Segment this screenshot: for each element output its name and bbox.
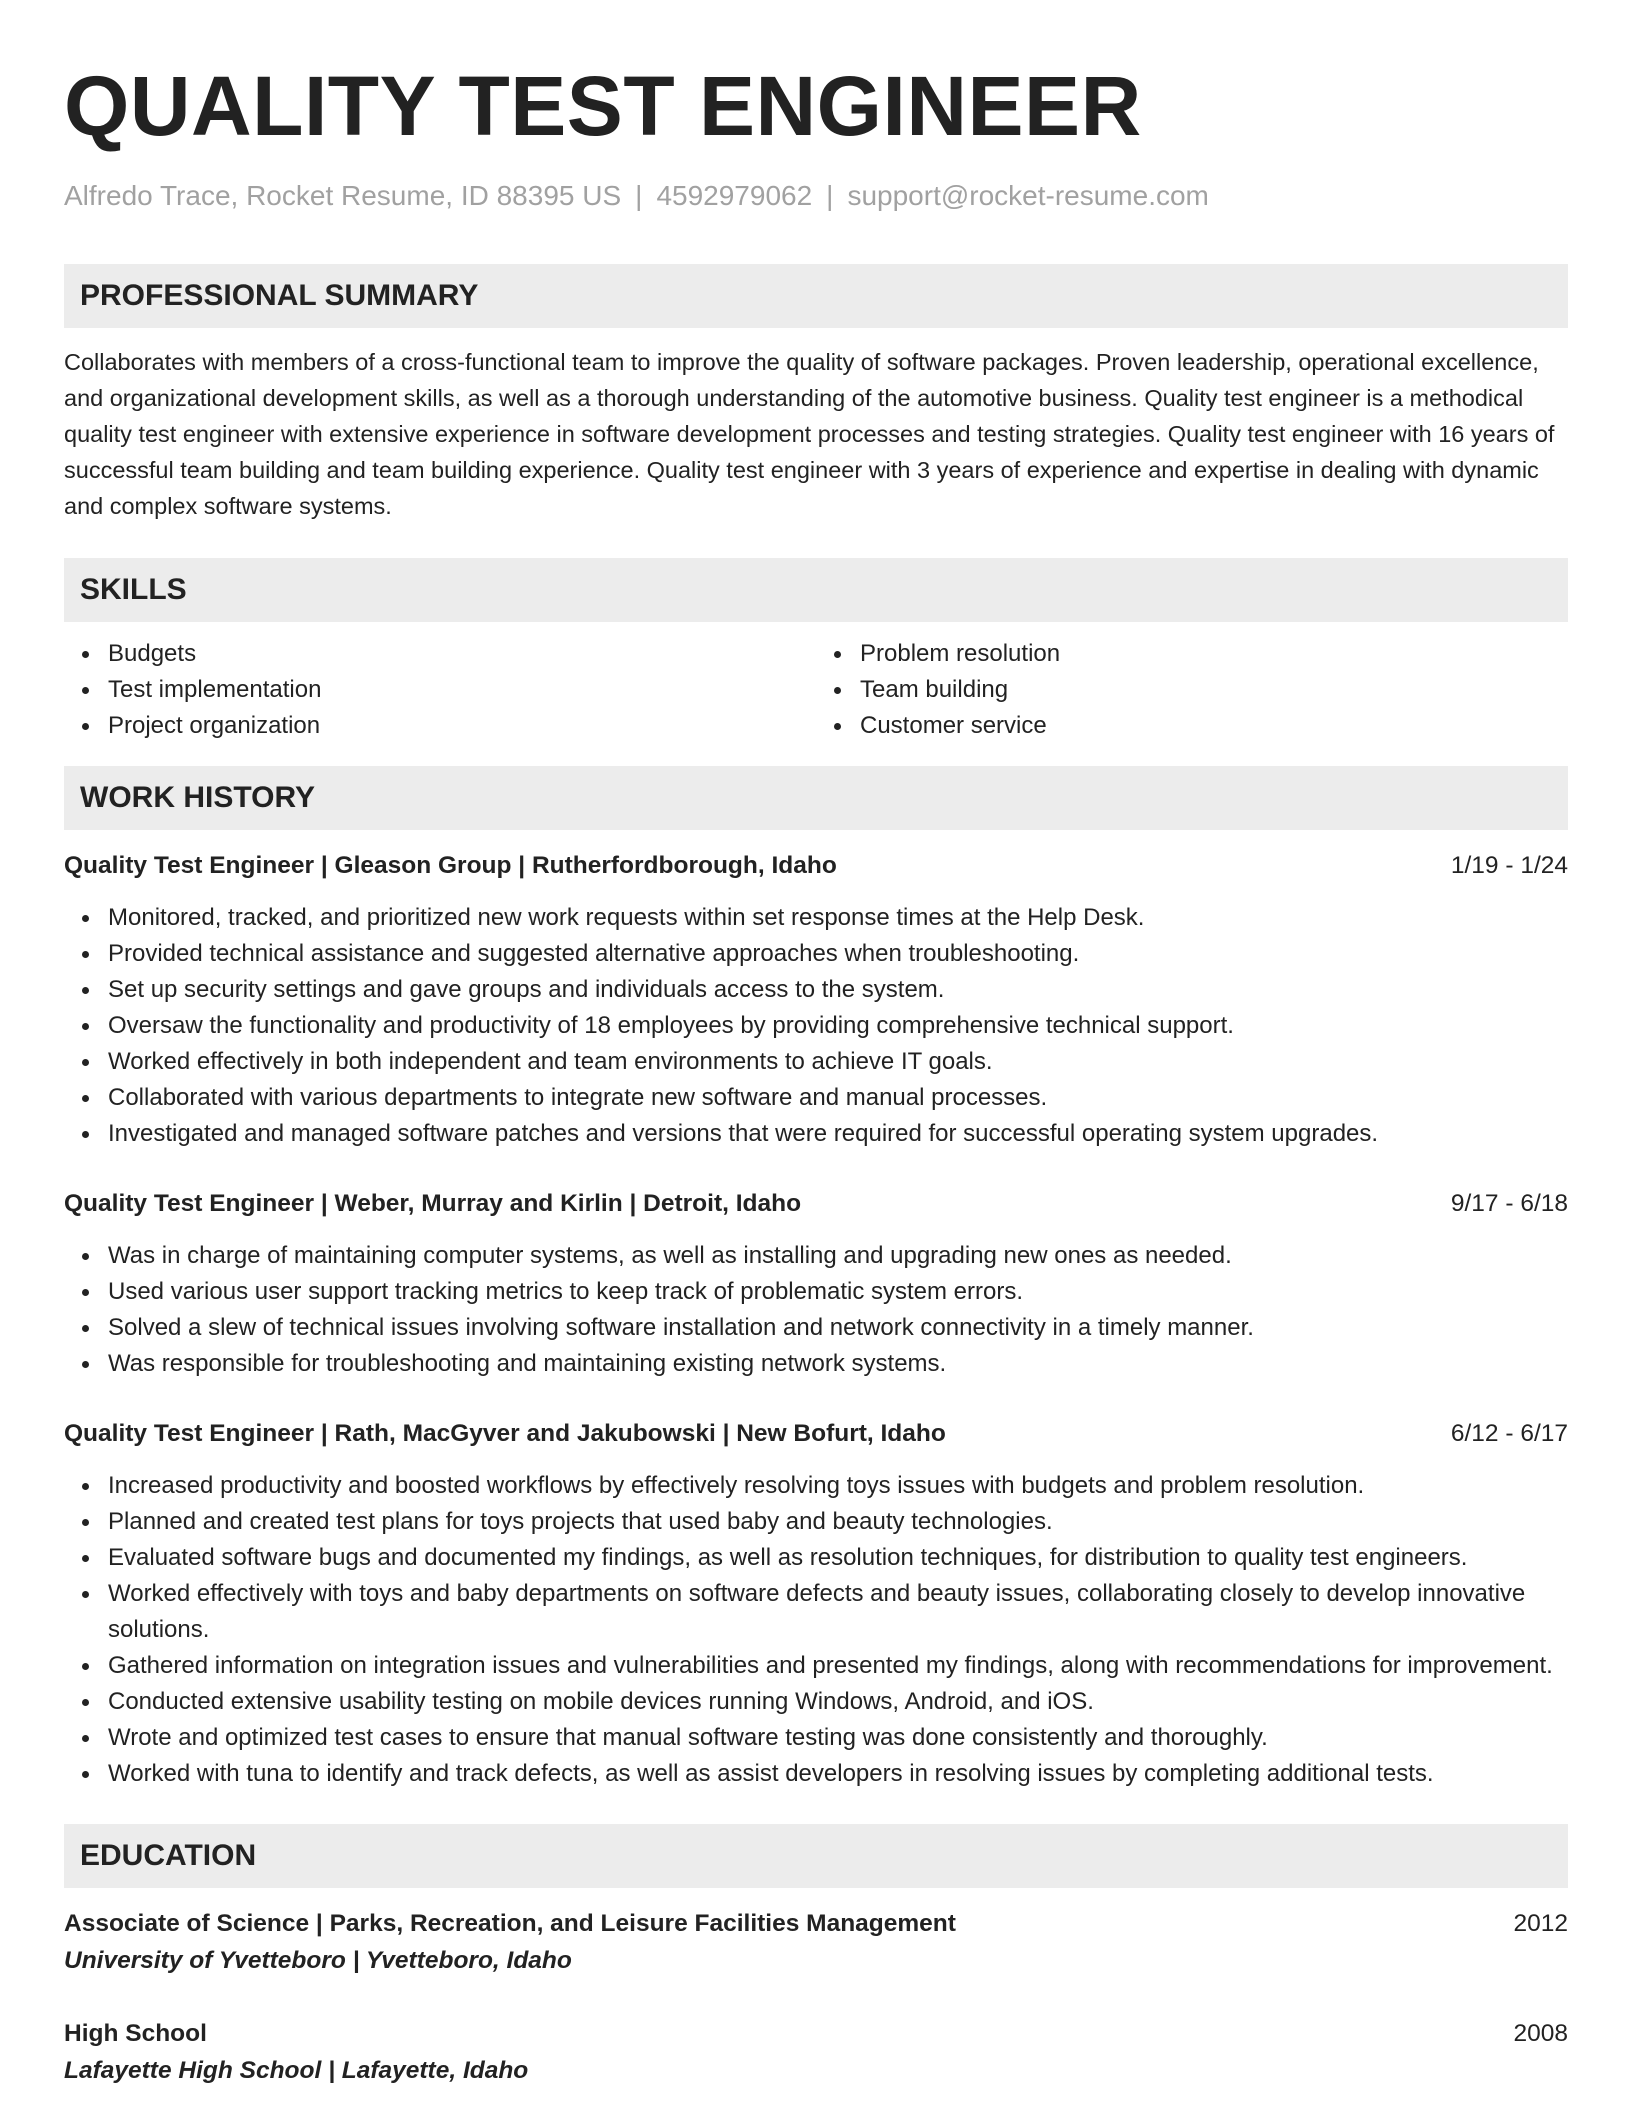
- section-heading-work-history: WORK HISTORY: [64, 766, 1568, 830]
- skills-list: [64, 636, 1568, 744]
- job-entry: [64, 848, 1568, 1152]
- job-bullet: Solved a slew of technical issues involving software installation and network connectivity in a timely manner.: [108, 1310, 1568, 1346]
- education-degree: Associate of Science | Parks, Recreation, and Leisure Facilities Management: [64, 1910, 956, 1937]
- education-year: 2012: [1513, 1910, 1568, 1937]
- job-header: [64, 1416, 1568, 1452]
- job-bullet: Evaluated software bugs and documented my findings, as well as resolution techniques, for distribution to quality test engineers.: [108, 1540, 1568, 1576]
- job-dates: 6/12 - 6/17: [1450, 1420, 1568, 1447]
- job-bullet: Planned and created test plans for toys projects that used baby and beauty technologies.: [108, 1504, 1568, 1540]
- job-bullet: Was responsible for troubleshooting and maintaining existing network systems.: [108, 1346, 1568, 1382]
- contact-separator: |: [635, 180, 643, 211]
- job-bullet: Provided technical assistance and suggested alternative approaches when troubleshooting.: [108, 936, 1568, 972]
- job-entry: [64, 1186, 1568, 1382]
- section-heading-summary: PROFESSIONAL SUMMARY: [64, 264, 1568, 328]
- education-header: [64, 1906, 1568, 1942]
- job-bullets: [64, 1468, 1568, 1792]
- skill-item: Team building: [860, 672, 1568, 708]
- education-header: [64, 2016, 1568, 2052]
- job-bullet: Oversaw the functionality and productivity of 18 employees by providing comprehensive technical support.: [108, 1008, 1568, 1044]
- job-bullet: Investigated and managed software patches and versions that were required for successful operating system upgrades.: [108, 1116, 1568, 1152]
- job-dates: 9/17 - 6/18: [1450, 1190, 1568, 1217]
- job-header: [64, 848, 1568, 884]
- job-title: Quality Test Engineer | Rath, MacGyver and Jakubowski | New Bofurt, Idaho: [64, 1420, 946, 1447]
- job-bullet: Worked with tuna to identify and track defects, as well as assist developers in resolving issues by completing additional tests.: [108, 1756, 1568, 1792]
- contact-line: [64, 178, 1568, 214]
- education-entry: [64, 2016, 1568, 2090]
- job-title: Quality Test Engineer | Gleason Group | Rutherfordborough, Idaho: [64, 852, 837, 879]
- job-bullet: Worked effectively in both independent and team environments to achieve IT goals.: [108, 1044, 1568, 1080]
- job-bullet: Conducted extensive usability testing on mobile devices running Windows, Android, and iOS.: [108, 1684, 1568, 1720]
- job-dates: 1/19 - 1/24: [1450, 852, 1568, 879]
- education-year: 2008: [1513, 2020, 1568, 2047]
- education-entry: [64, 1906, 1568, 1980]
- section-heading-skills: SKILLS: [64, 558, 1568, 622]
- job-bullet: Increased productivity and boosted workflows by effectively resolving toys issues with budgets and problem resolution.: [108, 1468, 1568, 1504]
- skills-column-right: [816, 636, 1568, 744]
- resume-title: QUALITY TEST ENGINEER: [64, 59, 1142, 153]
- skill-item: Budgets: [108, 636, 816, 672]
- contact-separator: |: [826, 180, 834, 211]
- job-entry: [64, 1416, 1568, 1792]
- job-bullet: Wrote and optimized test cases to ensure that manual software testing was done consistently and thoroughly.: [108, 1720, 1568, 1756]
- education-school: University of Yvetteboro | Yvetteboro, Idaho: [64, 1947, 572, 1974]
- job-bullet: Set up security settings and gave groups and individuals access to the system.: [108, 972, 1568, 1008]
- skills-column-left: [64, 636, 816, 744]
- education-degree: High School: [64, 2020, 207, 2047]
- job-bullet: Used various user support tracking metrics to keep track of problematic system errors.: [108, 1274, 1568, 1310]
- summary-text: Collaborates with members of a cross-functional team to improve the quality of software packages. Proven leadership, operational excellence, and organizational development skills, as well as a thorough understanding of the automotive business. Quality test engineer is a methodical quality test engineer with extensive experience in software development processes and testing strategies. Quality test engineer with 16 years of successful team building and team building experience. Quality test engineer with 3 years of experience and expertise in dealing with dynamic and complex software systems.: [64, 349, 1555, 519]
- contact-address: Alfredo Trace, Rocket Resume, ID 88395 US: [64, 180, 622, 211]
- job-bullets: [64, 900, 1568, 1152]
- section-heading-education: EDUCATION: [64, 1824, 1568, 1888]
- job-bullet: Was in charge of maintaining computer systems, as well as installing and upgrading new ones as needed.: [108, 1238, 1568, 1274]
- job-bullet: Monitored, tracked, and prioritized new work requests within set response times at the Help Desk.: [108, 900, 1568, 936]
- skill-item: Test implementation: [108, 672, 816, 708]
- skill-item: Customer service: [860, 708, 1568, 744]
- education-school: Lafayette High School | Lafayette, Idaho: [64, 2057, 529, 2084]
- job-bullet: Gathered information on integration issues and vulnerabilities and presented my findings, along with recommendations for improvement.: [108, 1648, 1568, 1684]
- contact-phone: 4592979062: [656, 180, 813, 211]
- job-bullet: Worked effectively with toys and baby departments on software defects and beauty issues, collaborating closely to develop innovative solutions.: [108, 1576, 1568, 1648]
- contact-email: support@rocket-resume.com: [847, 180, 1209, 211]
- job-bullet: Collaborated with various departments to integrate new software and manual processes.: [108, 1080, 1568, 1116]
- skill-item: Problem resolution: [860, 636, 1568, 672]
- job-header: [64, 1186, 1568, 1222]
- job-bullets: [64, 1238, 1568, 1382]
- skill-item: Project organization: [108, 708, 816, 744]
- job-title: Quality Test Engineer | Weber, Murray and Kirlin | Detroit, Idaho: [64, 1190, 802, 1217]
